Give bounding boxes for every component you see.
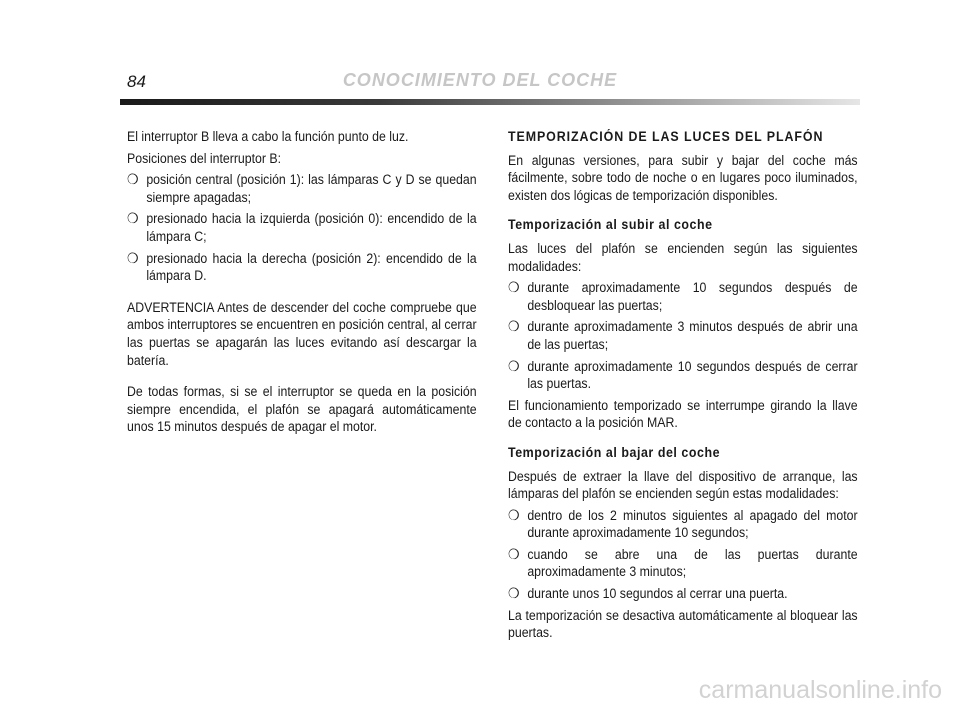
list-item-text: durante aproximadamente 10 segundos después de desbloquear las puertas; <box>527 280 858 313</box>
list-item <box>508 318 858 353</box>
paragraph: El interruptor B lleva a cabo la función punto de luz. <box>127 129 409 144</box>
list-item-text: durante aproximadamente 3 minutos después de abrir una de las puertas; <box>527 319 858 352</box>
page-number: 84 <box>127 72 146 91</box>
list-item <box>127 171 477 206</box>
list-item-text: durante unos 10 segundos al cerrar una puerta. <box>527 586 788 602</box>
header-rule <box>120 99 860 105</box>
list-item-text: presionado hacia la izquierda (posición 0): encendido de la lámpara C; <box>146 211 477 244</box>
list-item-text: dentro de los 2 minutos siguientes al apagado del motor durante aproximadamente 10 segundos; <box>527 507 858 541</box>
list-item <box>508 546 858 581</box>
paragraph: Posiciones del interruptor B: <box>127 150 282 166</box>
list-item-text: posición central (posición 1): las lámparas C y D se quedan siempre apagadas; <box>146 172 477 205</box>
list-item-text: durante aproximadamente 10 segundos después de cerrar las puertas. <box>527 358 858 392</box>
list-item <box>508 279 858 314</box>
bullet-circle-icon: ❍ <box>127 210 139 227</box>
subsection-heading: Temporización al subir al coche <box>508 217 713 233</box>
bullet-circle-icon: ❍ <box>508 585 520 602</box>
paragraph: Las luces del plafón se encienden según las siguientes modalidades: <box>508 240 858 274</box>
paragraph: De todas formas, si se el interruptor se queda en la posición siempre encendida, el plafón se apagará automáticamente unos 15 minutos después de apagar el motor. <box>127 384 477 435</box>
list-item <box>508 358 858 393</box>
list-item-text: presionado hacia la derecha (posición 2): encendido de la lámpara D. <box>146 250 477 284</box>
section-heading: TEMPORIZACIÓN DE LAS LUCES DEL PLAFÓN <box>508 129 824 144</box>
list-item <box>508 507 858 542</box>
list-item <box>508 585 858 603</box>
right-column <box>508 128 858 646</box>
list-item-text: cuando se abre una de las puertas durante aproximadamente 3 minutos; <box>527 546 858 580</box>
list-item <box>127 210 477 245</box>
bullet-circle-icon: ❍ <box>508 506 520 523</box>
subsection-heading: Temporización al bajar del coche <box>508 444 721 460</box>
paragraph: El funcionamiento temporizado se interrumpe girando la llave de contacto a la posición MAR. <box>508 397 858 431</box>
bullet-circle-icon: ❍ <box>127 249 139 266</box>
bullet-circle-icon: ❍ <box>508 545 520 562</box>
paragraph: La temporización se desactiva automáticamente al bloquear las puertas. <box>508 607 858 641</box>
bullet-circle-icon: ❍ <box>508 279 520 296</box>
bullet-circle-icon: ❍ <box>508 318 520 335</box>
left-column <box>127 128 477 440</box>
warning-paragraph: ADVERTENCIA Antes de descender del coche compruebe que ambos interruptores se encuentren en posición central, al cerrar las puertas se apagarán las luces evitando así descargar la batería. <box>127 299 477 368</box>
paragraph: Después de extraer la llave del dispositivo de arranque, las lámparas del plafón se encienden según estas modalidades: <box>508 468 858 502</box>
bullet-circle-icon: ❍ <box>127 171 139 188</box>
list-item <box>127 250 477 285</box>
watermark: carmanualsonline.info <box>698 676 942 704</box>
bullet-circle-icon: ❍ <box>508 357 520 374</box>
paragraph: En algunas versiones, para subir y bajar del coche más fácilmente, sobre todo de noche o en lugares poco iluminados, existen dos lógicas de temporización disponibles. <box>508 152 858 203</box>
section-title: CONOCIMIENTO DEL COCHE <box>342 70 618 90</box>
